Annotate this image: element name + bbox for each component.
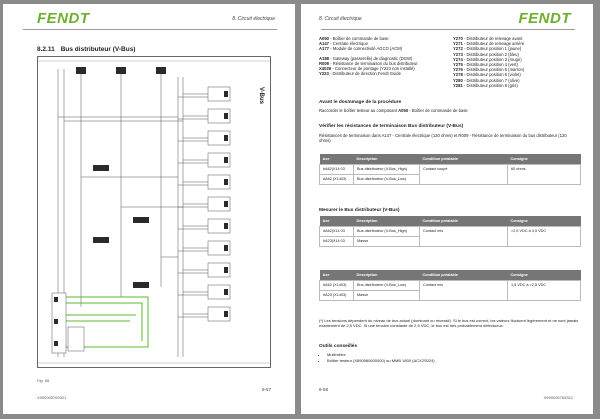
prep-text: Raccorder le boîtier testeur au composant A050 - Boîtier de commande de base — [319, 108, 468, 113]
legend-item: Y281 - Distributeur position 8 (gris) — [453, 82, 518, 88]
component-legend-left — [319, 36, 447, 76]
table-row: #A62|X14 03 Bus distributeur (V-Bus_High) Contact mis >2,5 VDC à 3,5 VDC — [320, 227, 581, 237]
right-page — [301, 4, 593, 414]
table-measure-low — [319, 270, 581, 301]
brand-logo: FENDT — [518, 10, 571, 27]
section-title-text: Bus distributeur (V-Bus) — [60, 46, 136, 53]
table-row: #A23 (X1403) Masse — [320, 291, 581, 301]
section-header: 8. Circuit électrique — [319, 16, 362, 22]
left-page — [3, 4, 295, 414]
table-header: Axe Description Condition préalable Consigne — [320, 270, 581, 281]
table-row: #A62|X14 03 Bus distributeur (V-Bus_High) Contact coupé 60 ohms — [320, 165, 581, 175]
section-title — [37, 46, 141, 53]
legend-item: A147 - Centrale électrique — [319, 41, 368, 47]
table-header: Axe Description Condition préalable Consigne — [320, 216, 581, 227]
legend-item: Y278 - Distributeur position 6 (violet) — [453, 72, 521, 78]
legend-item: Y272 - Distributeur position 1 (jaune) — [453, 46, 522, 52]
legend-item: Y270 - Distributeur de relevage avant — [453, 36, 523, 41]
legend-item: A188 - Gateway (passerelle) de diagnostic (DGW) — [319, 55, 413, 61]
header-divider — [321, 29, 575, 30]
prep-title: Avant le dosmmage de la procédure — [319, 100, 402, 105]
header-divider — [23, 29, 277, 30]
legend-item: R009 - Résistance de terminaison du bus distributeur — [319, 60, 418, 66]
section-header: 8. Circuit électrique — [232, 16, 275, 22]
table-row: #A23|X14 03 Masse — [320, 237, 581, 247]
check-text: Résistances de terminaison dans A147 - Centrale électrique (120 ohms) et R009 - Résistance de terminaison du bus distributeur (120 ohms) — [319, 133, 567, 144]
brand-logo: FENDT — [37, 10, 90, 27]
component-legend-right — [453, 36, 579, 88]
tools-title: Outils conseillés — [319, 344, 358, 349]
list-item: • Multimètre — [327, 352, 589, 358]
wiring-diagram-svg — [38, 57, 270, 367]
legend-item: Y275 - Distributeur position 4 (vert) — [453, 62, 518, 68]
check-title: Vérifier les résistances de terminaison Bus distributeur (V-Bus) — [319, 124, 464, 129]
legend-item: Y223 - Distributeur de direction Fendt Guide — [319, 71, 401, 77]
page-number: 8-58 — [319, 387, 329, 392]
legend-item: Y271 - Distributeur de relevage arrière — [453, 41, 525, 47]
table-row: #A62 (X1403) Bus distributeur (V-Bus_Low) Contact mis 1,5 VDC à <2,5 VDC — [320, 281, 581, 291]
table-row: #A62 (X1403) Bus distributeur (V-Bus_Low) — [320, 175, 581, 185]
list-item: • Boîtier testeur (X890980600000) ou MMB 1800 (ACX2S024) — [327, 358, 589, 364]
legend-item: Y273 - Distributeur position 2 (bleu) — [453, 51, 519, 57]
wiring-diagram — [37, 56, 271, 368]
legend-item: Y280 - Distributeur position 7 (olive) — [453, 77, 520, 83]
legend-item: Y274 - Distributeur position 3 (rouge) — [453, 56, 522, 62]
figure-label: Fig. 86 — [37, 378, 50, 383]
tools-list — [319, 352, 589, 364]
doc-code: X990005769321 — [543, 395, 573, 400]
doc-code: X990005769321 — [37, 395, 67, 400]
legend-item: Y276 - Distributeur position 5 (marron) — [453, 67, 525, 73]
legend-item: A177 - Module de connectivité AGCO (ACM) — [319, 46, 403, 52]
table-header: Axe Description Condition préalable Consigne — [320, 154, 581, 165]
table-termination — [319, 154, 581, 185]
section-number: 8.2.11 — [37, 46, 55, 53]
voltage-note: (*) Les tensions dépendent du niveau de bus actuel (dominant ou récessif). Si le bus est correct, les valeurs fluctuent légèrement et ne sont jamais exactement de 2,5 VDC. Si une tension constante de 2,5 VDC, le bus est très probablement défectueux. — [319, 318, 579, 328]
legend-item: A050 - Boîtier de commande de base — [319, 36, 389, 41]
page-number: 8-57 — [261, 387, 271, 392]
legend-item: X4026 - Connecteur de pontage (Y223 non installé) — [319, 66, 415, 72]
diagram-tag: V-Bus — [258, 87, 264, 105]
table-measure-high — [319, 216, 581, 247]
measure-title: Mesurer le Bus distributeur (V-Bus) — [319, 208, 400, 213]
